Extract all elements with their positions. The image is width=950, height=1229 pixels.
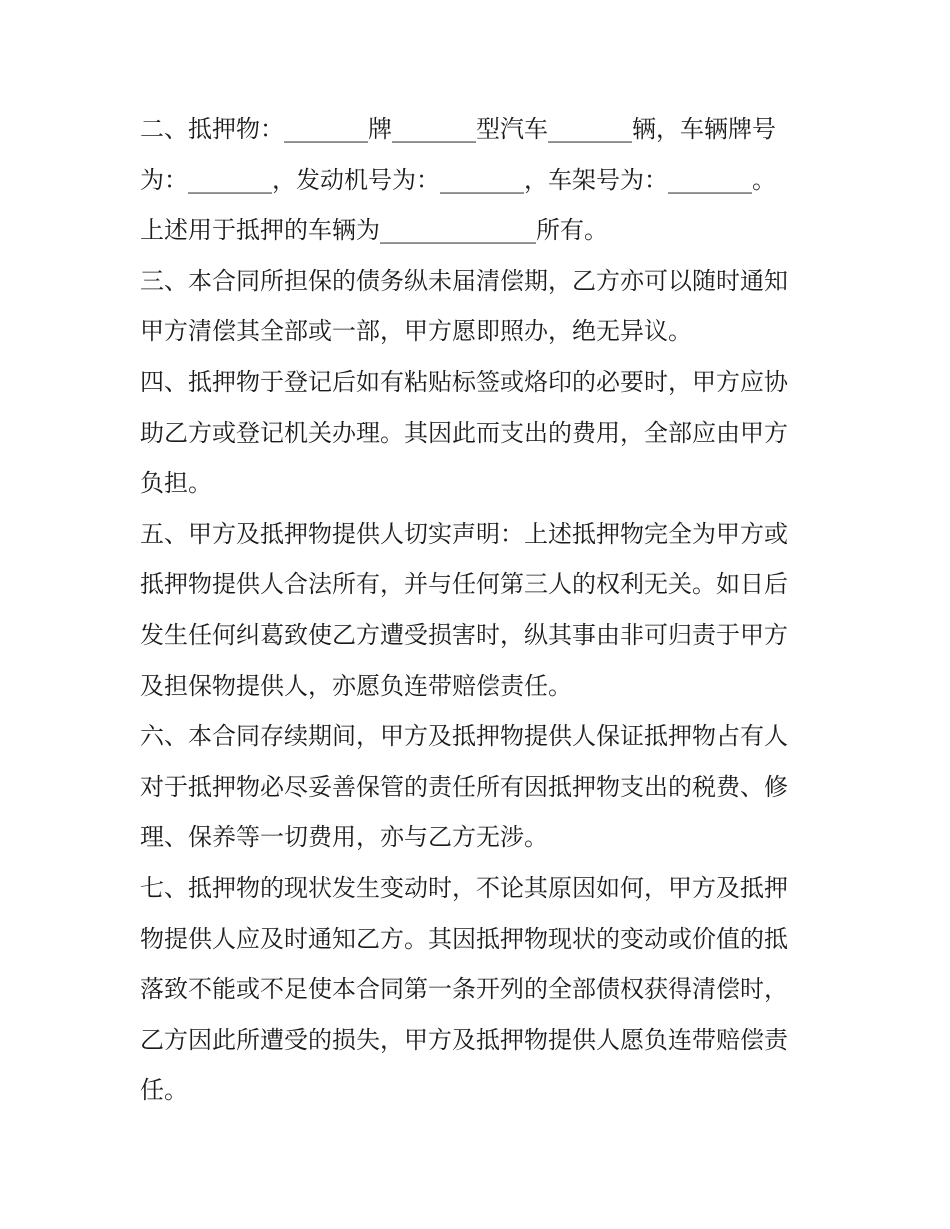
text-line: 四、抵押物于登记后如有粘贴标签或烙印的必要时，甲方应协 — [140, 367, 788, 396]
text-line: 任。 — [140, 1076, 188, 1105]
text-line: 对于抵押物必尽妥善保管的责任所有因抵押物支出的税费、修 — [140, 772, 788, 801]
text-line: 上述用于抵押的车辆为_____________所有。 — [140, 216, 608, 245]
text-line: 及担保物提供人，亦愿负连带赔偿责任。 — [140, 671, 572, 700]
text-line: 二、抵押物：_______牌_______型汽车_______辆，车辆牌号 — [140, 115, 776, 143]
text-line: 三、本合同所担保的债务纵未届清偿期，乙方亦可以随时通知 — [140, 266, 788, 295]
text-line: 落致不能或不足使本合同第一条开列的全部债权获得清偿时， — [140, 975, 788, 1004]
contract-clauses — [140, 104, 820, 1116]
text-line: 抵押物提供人合法所有，并与任何第三人的权利无关。如日后 — [140, 570, 788, 599]
text-line: 甲方清偿其全部或一部，甲方愿即照办，绝无异议。 — [140, 317, 692, 346]
text-line: 发生任何纠葛致使乙方遭受损害时，纵其事由非可归责于甲方 — [140, 620, 788, 649]
text-line: 七、抵押物的现状发生变动时，不论其原因如何，甲方及抵押 — [140, 873, 788, 902]
text-line: 负担。 — [140, 469, 212, 498]
text-line: 六、本合同存续期间，甲方及抵押物提供人保证抵押物占有人 — [140, 722, 788, 751]
text-line: 五、甲方及抵押物提供人切实声明：上述抵押物完全为甲方或 — [140, 519, 788, 548]
text-line: 助乙方或登记机关办理。其因此而支出的费用，全部应由甲方 — [140, 418, 788, 447]
text-line: 物提供人应及时通知乙方。其因抵押物现状的变动或价值的抵 — [140, 924, 788, 953]
text-line: 理、保养等一切费用，亦与乙方无涉。 — [140, 823, 548, 852]
text-line: 为：_______，发动机号为：_______，车架号为：_______。 — [140, 165, 776, 194]
text-line: 乙方因此所遭受的损失，甲方及抵押物提供人愿负连带赔偿责 — [140, 1025, 788, 1054]
